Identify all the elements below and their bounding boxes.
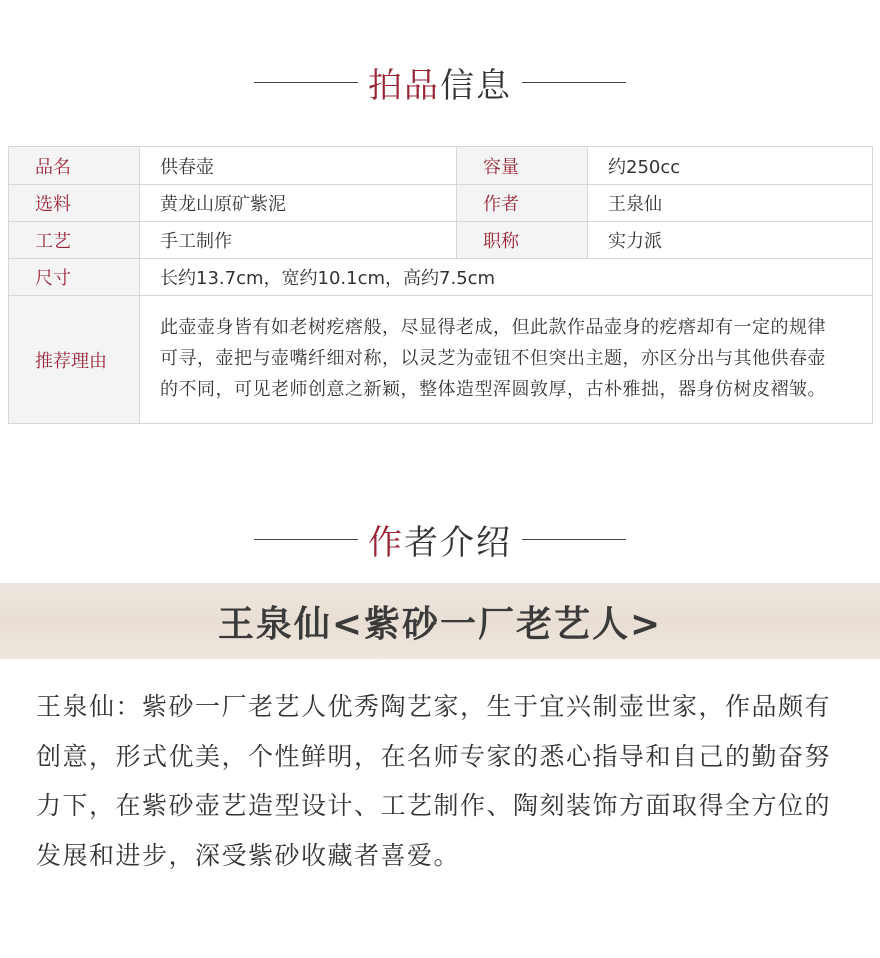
- cell-value: 手工制作: [140, 222, 457, 259]
- cell-label: 职称: [457, 222, 588, 259]
- table-row-reason: [9, 296, 873, 424]
- table-row: [9, 185, 873, 222]
- title-divider-right: [522, 539, 626, 540]
- cell-label: 选料: [9, 185, 140, 222]
- cell-label: 品名: [9, 147, 140, 185]
- cell-value: 王泉仙: [588, 185, 873, 222]
- title-divider-left: [254, 82, 358, 83]
- table-row-size: [9, 259, 873, 296]
- section-heading: [368, 515, 512, 564]
- cell-label: 尺寸: [9, 259, 140, 296]
- cell-label: 工艺: [9, 222, 140, 259]
- heading-accent: 作: [368, 522, 404, 563]
- table-row: [9, 222, 873, 259]
- cell-value: 供春壶: [140, 147, 457, 185]
- section-title-author-intro: [0, 515, 880, 563]
- section-title-lot-info: [0, 58, 880, 106]
- reason-text: 此壶壶身皆有如老树疙瘩般，尽显得老成，但此款作品壶身的疙瘩却有一定的规律可寻，壶把与壶嘴纤细对称，以灵芝为壶钮不但突出主题，亦区分出与其他供春壶的不同，可见老师创意之新颖，整体造型浑圆敦厚，古朴雅拙，器身仿树皮褶皱。: [140, 296, 873, 424]
- table-row: [9, 147, 873, 185]
- author-banner-title: 王泉仙<紫砂一厂老艺人>: [217, 603, 663, 645]
- heading-rest: 信息: [440, 65, 512, 106]
- author-bio: 王泉仙：紫砂一厂老艺人优秀陶艺家，生于宜兴制壶世家，作品颇有创意，形式优美，个性鲜明，在名师专家的悉心指导和自己的勤奋努力下，在紫砂壶艺造型设计、工艺制作、陶刻装饰方面取得全方位的发展和进步，深受紫砂收藏者喜爱。: [36, 692, 832, 870]
- heading-rest: 者介绍: [404, 522, 512, 563]
- cell-label: 推荐理由: [9, 296, 140, 424]
- heading-accent: 拍品: [368, 65, 440, 106]
- cell-label: 作者: [457, 185, 588, 222]
- cell-value: 黄龙山原矿紫泥: [140, 185, 457, 222]
- lot-info-table: [8, 146, 873, 424]
- cell-value: 长约13.7cm，宽约10.1cm，高约7.5cm: [140, 259, 873, 296]
- title-divider-right: [522, 82, 626, 83]
- author-banner: [0, 583, 880, 659]
- cell-value: 实力派: [588, 222, 873, 259]
- cell-value: 约250cc: [588, 147, 873, 185]
- cell-label: 容量: [457, 147, 588, 185]
- section-heading: [368, 58, 512, 107]
- title-divider-left: [254, 539, 358, 540]
